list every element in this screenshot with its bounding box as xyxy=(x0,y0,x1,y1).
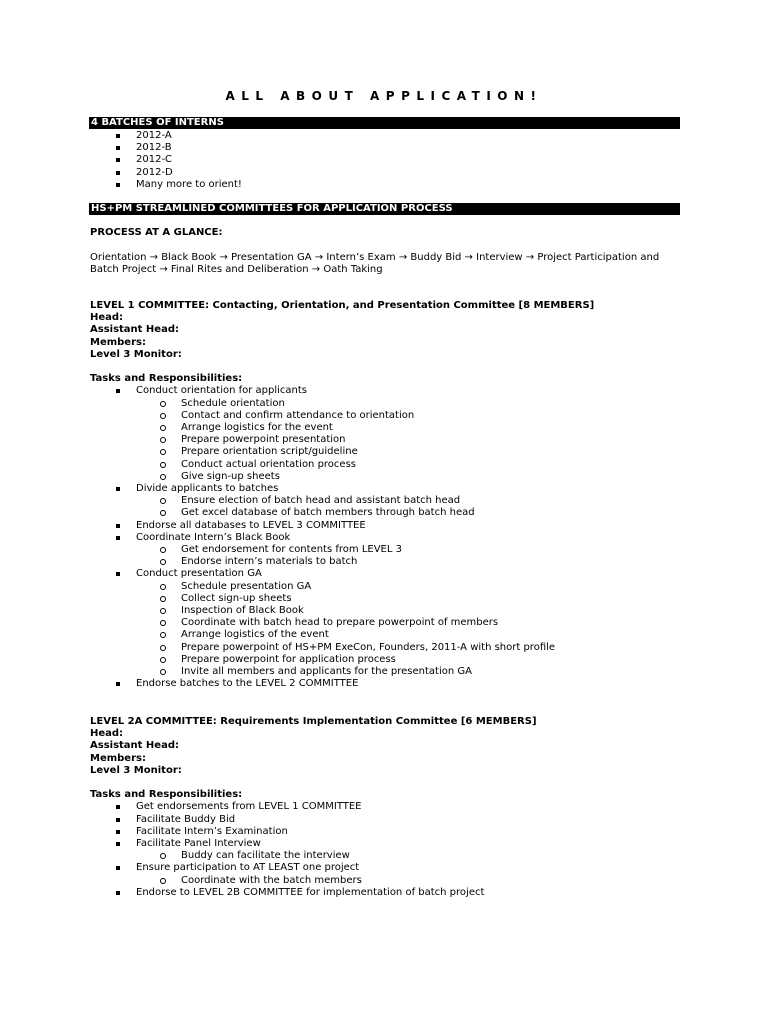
level1-members-label: Members: xyxy=(90,336,146,348)
level1-tasks-heading: Tasks and Responsibilities: xyxy=(90,373,243,385)
subtask-item: Buddy can facilitate the interview xyxy=(90,850,682,862)
task-item: Ensure participation to AT LEAST one project xyxy=(90,862,682,874)
subtask-item: Endorse intern’s materials to batch xyxy=(90,556,682,568)
task-item: Divide applicants to batches xyxy=(90,483,682,495)
task-item: Facilitate Intern’s Examination xyxy=(90,826,682,838)
subtask-item: Ensure election of batch head and assistant batch head xyxy=(90,495,682,507)
task-item: Facilitate Buddy Bid xyxy=(90,814,682,826)
level2a-head-label: Head: xyxy=(90,728,124,740)
process-flow-line-2: Batch Project → Final Rites and Deliberation → Oath Taking xyxy=(90,264,383,275)
subtask-item: Schedule presentation GA xyxy=(90,581,682,593)
subtask-item: Prepare powerpoint presentation xyxy=(90,434,682,446)
task-item: Get endorsements from LEVEL 1 COMMITTEE xyxy=(90,801,682,813)
subtask-item: Prepare powerpoint of HS+PM ExeCon, Founders, 2011-A with short profile xyxy=(90,642,682,654)
subtask-item: Prepare orientation script/guideline xyxy=(90,446,682,458)
subtask-item: Conduct actual orientation process xyxy=(90,459,682,471)
level1-heading: LEVEL 1 COMMITTEE: Contacting, Orientation, and Presentation Committee [8 MEMBERS] xyxy=(90,300,595,311)
task-item: Endorse all databases to LEVEL 3 COMMITTEE xyxy=(90,520,682,532)
task-item: Conduct orientation for applicants xyxy=(90,385,682,397)
level2a-members-label: Members: xyxy=(90,752,146,764)
list-item: 2012-D xyxy=(90,167,682,179)
subtask-item: Prepare powerpoint for application process xyxy=(90,654,682,666)
level2a-tasks-heading: Tasks and Responsibilities: xyxy=(90,789,243,801)
subtask-item: Arrange logistics of the event xyxy=(90,629,682,641)
subtask-item: Give sign-up sheets xyxy=(90,471,682,483)
task-item: Coordinate Intern’s Black Book xyxy=(90,532,682,544)
glance-heading: PROCESS AT A GLANCE: xyxy=(90,227,223,238)
list-item: 2012-A xyxy=(90,130,682,142)
subtask-item: Get excel database of batch members through batch head xyxy=(90,507,682,519)
section-header-batches: 4 BATCHES OF INTERNS xyxy=(89,117,680,129)
task-item: Facilitate Panel Interview xyxy=(90,838,682,850)
level2a-heading: LEVEL 2A COMMITTEE: Requirements Implementation Committee [6 MEMBERS] xyxy=(90,716,537,727)
list-item: 2012-B xyxy=(90,142,682,154)
subtask-item: Coordinate with the batch members xyxy=(90,875,682,887)
document-title: ALL ABOUT APPLICATION! xyxy=(225,89,543,103)
level1-head-label: Head: xyxy=(90,312,124,324)
level2a-assistant-head-label: Assistant Head: xyxy=(90,740,179,752)
level1-committee-block xyxy=(90,300,682,690)
subtask-item: Invite all members and applicants for the presentation GA xyxy=(90,666,682,678)
level2a-task-list xyxy=(90,801,682,899)
subtask-item: Collect sign-up sheets xyxy=(90,593,682,605)
level2a-committee-block xyxy=(90,716,682,899)
subtask-item: Get endorsement for contents from LEVEL 3 xyxy=(90,544,682,556)
task-item: Conduct presentation GA xyxy=(90,568,682,580)
subtask-item: Inspection of Black Book xyxy=(90,605,682,617)
task-item: Endorse batches to the LEVEL 2 COMMITTEE xyxy=(90,678,682,690)
level2a-monitor-label: Level 3 Monitor: xyxy=(90,764,182,776)
level1-monitor-label: Level 3 Monitor: xyxy=(90,348,182,360)
subtask-item: Arrange logistics for the event xyxy=(90,422,682,434)
level1-task-list xyxy=(90,385,682,690)
subtask-item: Coordinate with batch head to prepare powerpoint of members xyxy=(90,617,682,629)
subtask-item: Schedule orientation xyxy=(90,398,682,410)
batches-list xyxy=(90,130,682,191)
subtask-item: Contact and confirm attendance to orientation xyxy=(90,410,682,422)
section-header-committees: HS+PM STREAMLINED COMMITTEES FOR APPLICATION PROCESS xyxy=(89,203,680,215)
list-item: 2012-C xyxy=(90,154,682,166)
task-item: Endorse to LEVEL 2B COMMITTEE for implementation of batch project xyxy=(90,887,682,899)
level1-assistant-head-label: Assistant Head: xyxy=(90,324,179,336)
list-item: Many more to orient! xyxy=(90,179,682,191)
process-flow-line-1: Orientation → Black Book → Presentation GA → Intern’s Exam → Buddy Bid → Interview → Project Participation and xyxy=(90,252,660,263)
